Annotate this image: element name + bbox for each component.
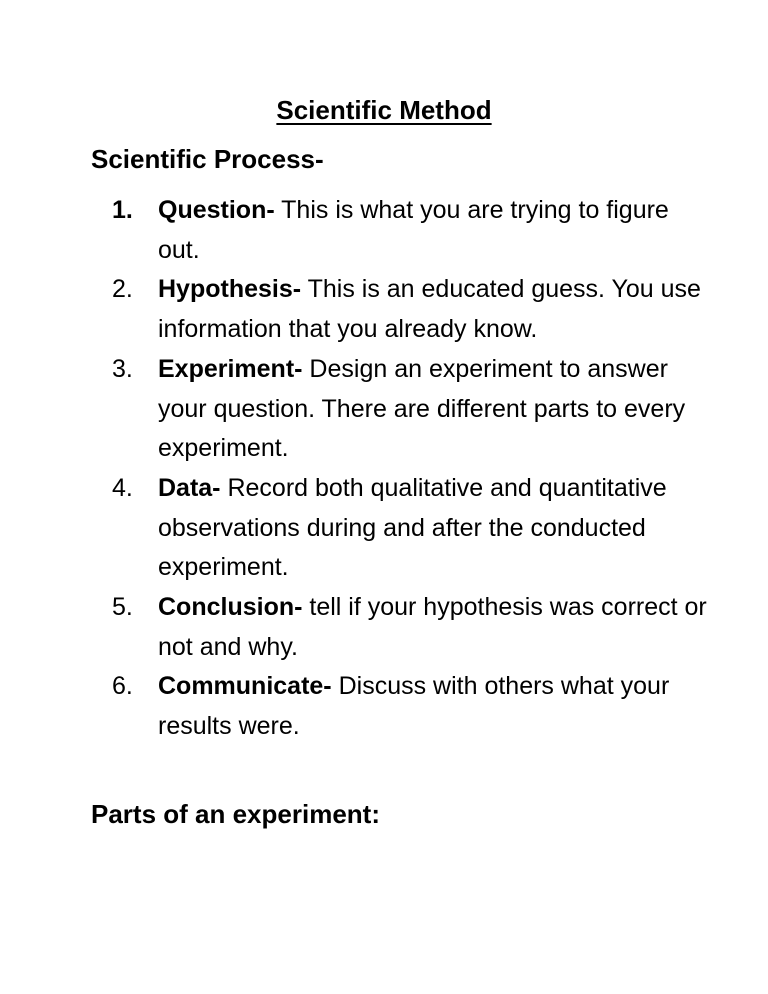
step-description: tell if your hypothesis was correct or not and why. xyxy=(158,593,707,661)
step-number: 4. xyxy=(112,473,133,502)
list-item-hypothesis xyxy=(0,270,768,349)
list-item-data xyxy=(0,469,768,588)
list-item-conclusion xyxy=(0,588,768,667)
step-term: Experiment- xyxy=(158,354,303,383)
step-number: 2. xyxy=(112,275,133,304)
step-description: This is what you are trying to figure out. xyxy=(158,196,669,264)
step-number: 3. xyxy=(112,354,133,383)
list-item-experiment xyxy=(0,350,768,469)
step-number: 1. xyxy=(112,196,133,224)
step-term: Hypothesis- xyxy=(158,275,302,304)
step-description: Discuss with others what your results were. xyxy=(158,672,670,741)
step-number: 6. xyxy=(112,672,133,701)
step-term: Question- xyxy=(158,196,275,224)
page-title: Scientific Method xyxy=(276,95,492,125)
step-term: Conclusion- xyxy=(158,593,303,622)
step-term: Data- xyxy=(158,473,221,502)
step-description: Record both qualitative and quantitative observations during and after the conducted experiment. xyxy=(158,473,667,582)
scientific-process-heading: Scientific Process- xyxy=(91,144,324,174)
parts-of-experiment-heading: Parts of an experiment: xyxy=(91,799,380,829)
step-term: Communicate- xyxy=(158,672,332,701)
step-description: This is an educated guess. You use information that you already know. xyxy=(158,275,701,344)
list-item-question xyxy=(0,191,768,270)
list-item-communicate xyxy=(0,667,768,746)
step-number: 5. xyxy=(112,593,133,622)
step-description: Design an experiment to answer your question. There are different parts to every experiment. xyxy=(158,354,686,463)
process-steps-list xyxy=(0,191,768,747)
